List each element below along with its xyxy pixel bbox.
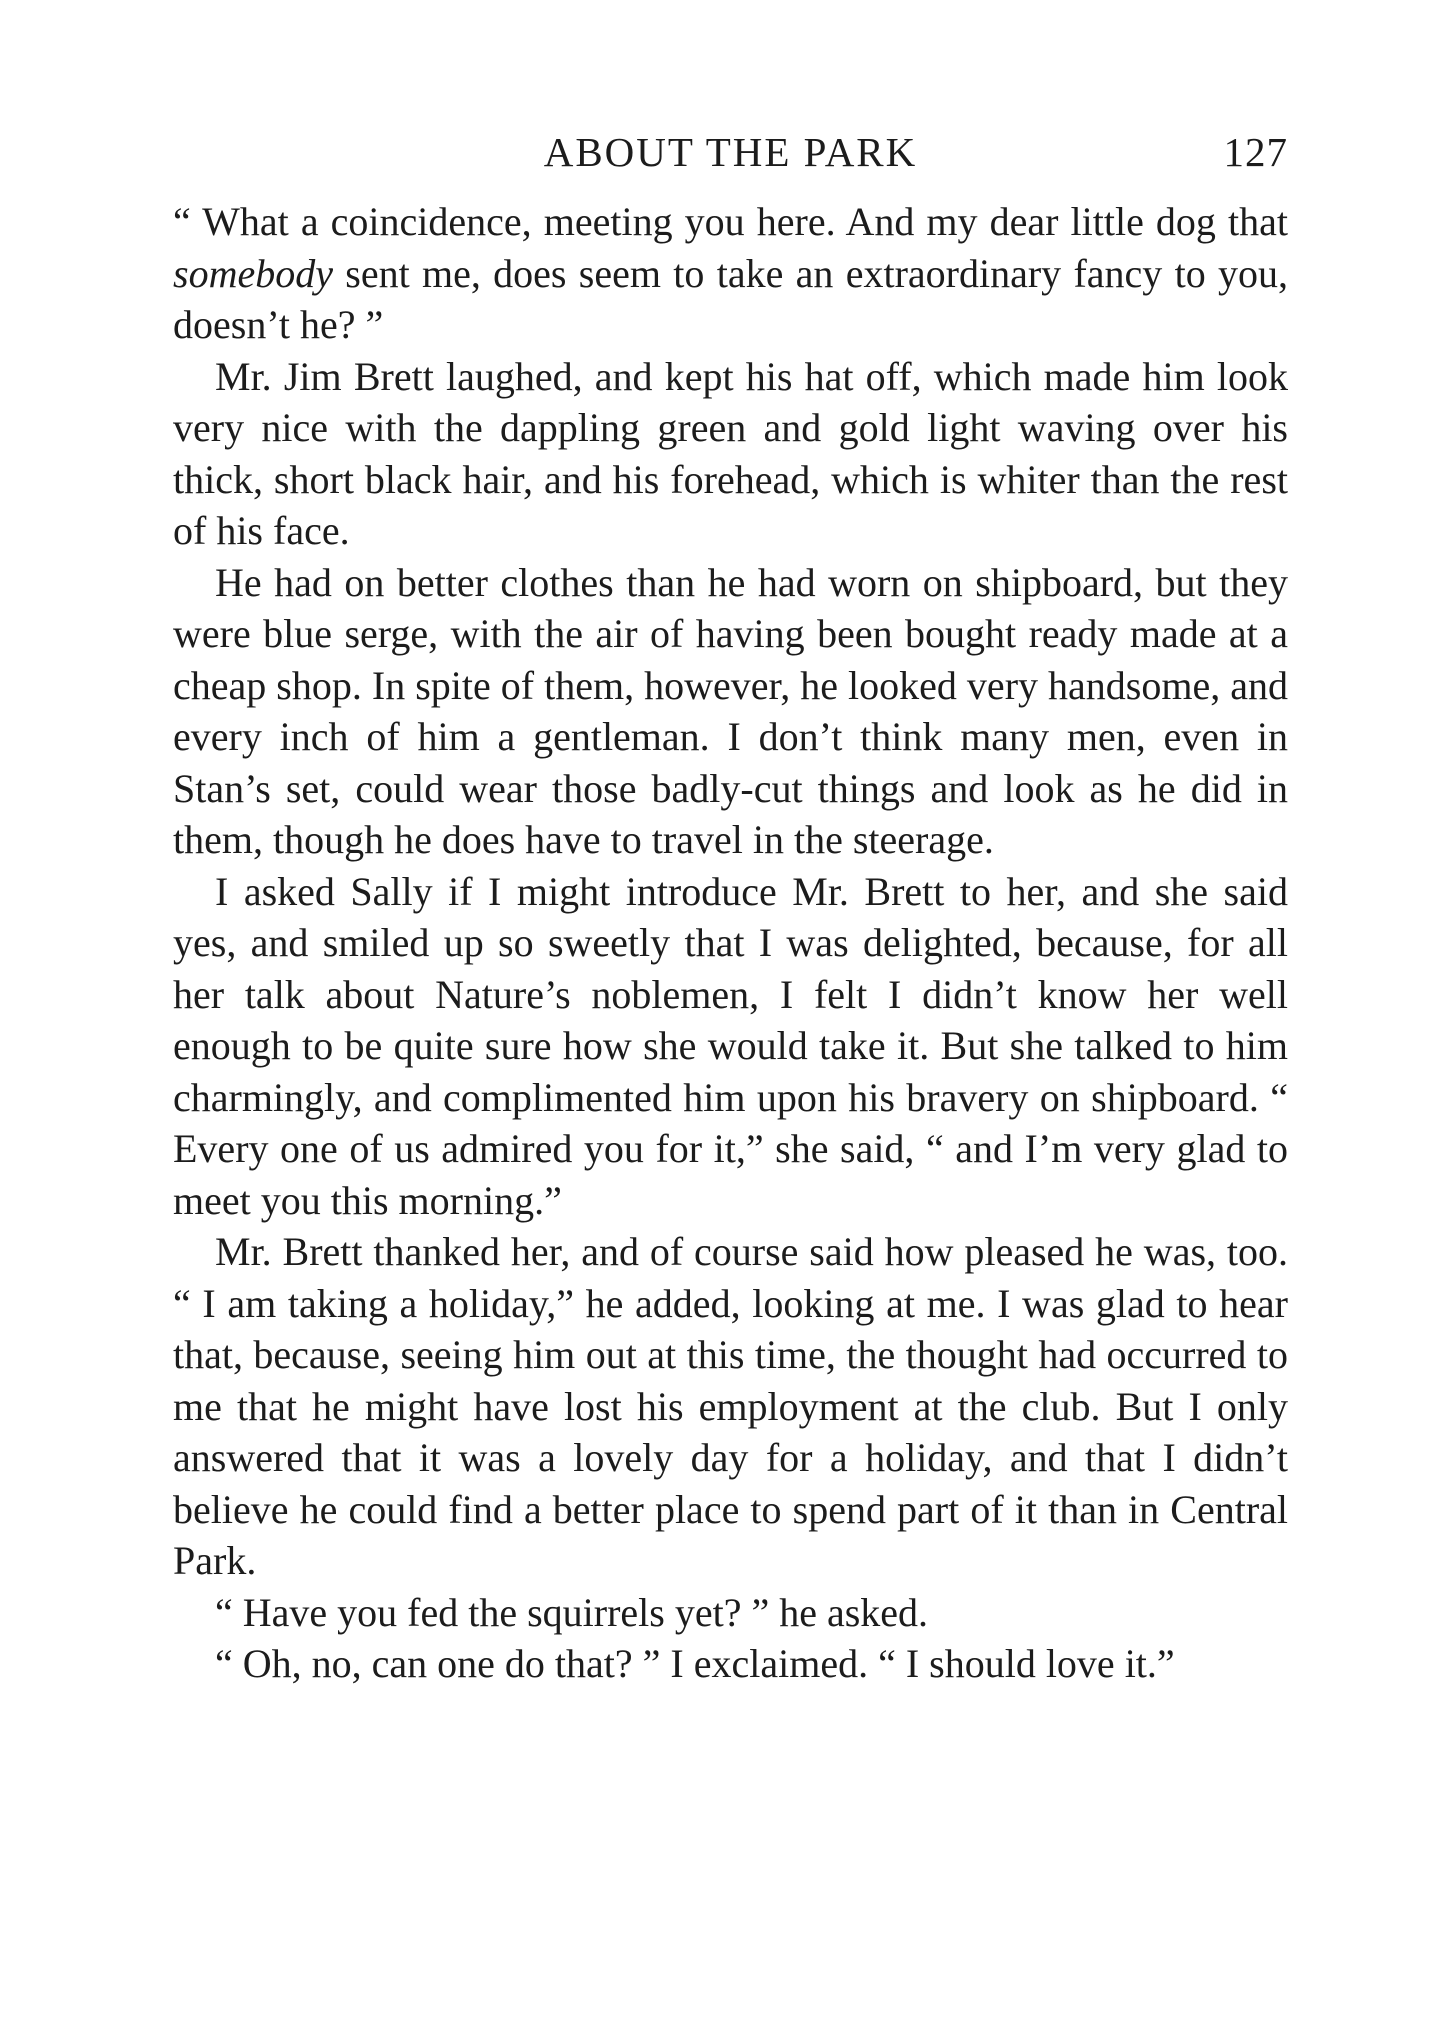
running-title: ABOUT THE PARK	[543, 129, 918, 175]
paragraph	[173, 1587, 1288, 1639]
book-page	[173, 128, 1288, 1690]
paragraph	[173, 1638, 1288, 1690]
paragraph	[173, 196, 1288, 351]
paragraph	[173, 866, 1288, 1227]
text-run: “ Have you fed the squirrels yet? ” he asked.	[215, 1589, 929, 1635]
paragraph	[173, 557, 1288, 866]
text-run: Mr. Brett thanked her, and of course said how pleased he was, too. “ I am taking a holiday,” he added, looking at me. I was glad to hear that, because, seeing him out at this time, the thought had occurred to me that he might have lost his employment at the club. But I only answered that it was a lovely day for a holiday, and that I didn’t believe he could find a better place to spend part of it than in Central Park.	[173, 1229, 1288, 1583]
body-text	[173, 196, 1288, 1690]
text-run: “ Oh, no, can one do that? ” I exclaimed. “ I should love it.”	[215, 1641, 1175, 1686]
page-number: 127	[1223, 129, 1288, 175]
paragraph	[173, 1226, 1288, 1587]
italic-text-run: somebody	[173, 250, 333, 296]
text-run: sent me, does seem to take an extraordinary fancy to you, doesn’t he? ”	[173, 250, 1288, 347]
running-header	[173, 128, 1288, 184]
text-run: I asked Sally if I might introduce Mr. Brett to her, and she said yes, and smiled up so sweetly that I was delighted, because, for all her talk about Nature’s noblemen, I felt I didn’t know her well enough to be quite sure how she would take it. But she talked to him charmingly, and complimented him upon his bravery on shipboard. “ Every one of us admired you for it,” she said, “ and I’m very glad to meet you this morning.”	[173, 868, 1288, 1223]
text-run: “ What a coincidence, meeting you here. And my dear little dog that	[173, 199, 1288, 244]
text-run: Mr. Jim Brett laughed, and kept his hat off, which made him look very nice with the dappling green and gold light waving over his thick, short black hair, and his forehead, which is whiter than the rest of his face.	[173, 353, 1288, 553]
paragraph	[173, 351, 1288, 557]
text-run: He had on better clothes than he had worn on shipboard, but they were blue serge, with the air of having been bought ready made at a cheap shop. In spite of them, however, he looked very handsome, and every inch of him a gentleman. I don’t think many men, even in Stan’s set, could wear those badly-cut things and look as he did in them, though he does have to travel in the steerage.	[173, 559, 1288, 862]
